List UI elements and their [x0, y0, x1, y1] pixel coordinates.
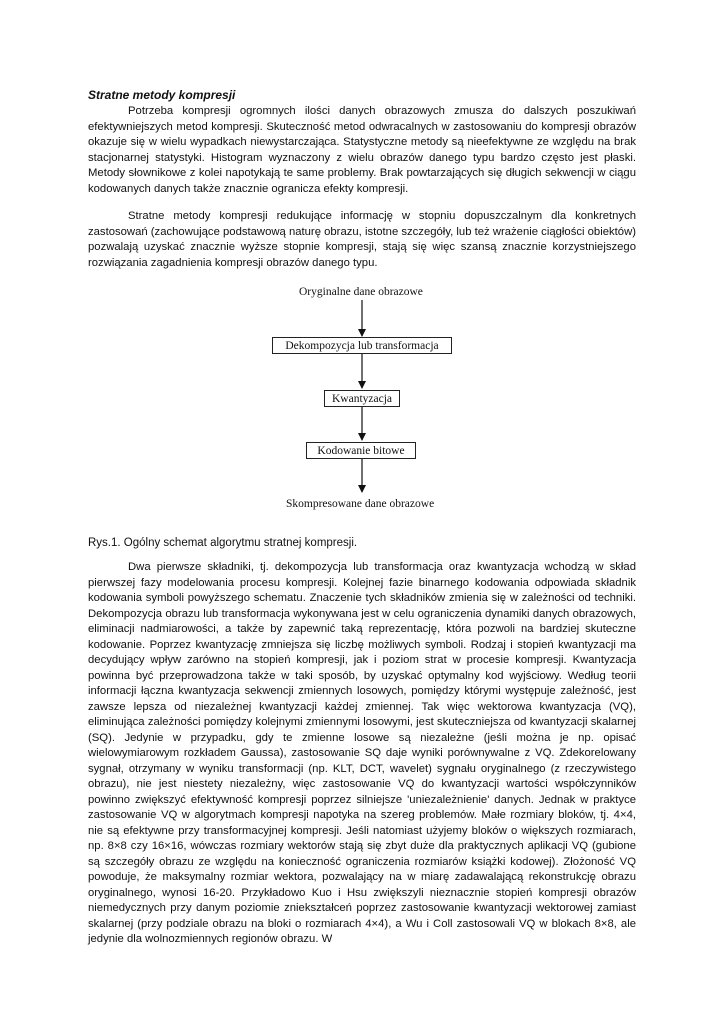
diagram-step-decomposition: Dekompozycja lub transformacja	[272, 337, 452, 354]
paragraph-intro: Potrzeba kompresji ogromnych ilości danych obrazowych zmusza do dalszych poszukiwań efektywniejszych metod kompresji. Skuteczność metod odwracalnych w zastosowaniu do kompresji obrazów okazuje się w wielu wypadkach niewystarczająca. Statystyczne metody są nieefektywne ze względu na brak stacjonarnej statystyki. Histogram wyznaczony z wielu obrazów danego typu bardzo często jest płaski. Metody słownikowe z kolei napotykają te same problemy. Brak powtarzających się długich sekwencji w ciągu kodowanych danych także znacznie ogranicza efekty kompresji.	[88, 105, 636, 195]
figure-caption: Rys.1. Ogólny schemat algorytmu stratnej kompresji.	[88, 537, 358, 549]
paragraph-lossy-methods: Stratne metody kompresji redukujące informację w stopniu dopuszczalnym dla konkretnych zastosowań (zachowujące podstawową naturę obrazu, istotne szczegóły, lub też wrażenie ciągłości obiektów) pozwalają uzyskać znacznie wyższe stopnie kompresji, stają się więc szansą znacznie korzystniejszego rozwiązania zagadnienia kompresji obrazów danego typu.	[88, 210, 636, 269]
diagram-input-label: Oryginalne dane obrazowe	[299, 286, 423, 298]
diagram-step-bit-coding: Kodowanie bitowe	[306, 442, 416, 459]
section-title: Stratne metody kompresji	[88, 88, 236, 102]
diagram-output-label: Skompresowane dane obrazowe	[286, 498, 435, 510]
diagram-step-quantization: Kwantyzacja	[324, 390, 400, 407]
flow-diagram	[250, 282, 480, 514]
paragraph-components: Dwa pierwsze składniki, tj. dekompozycja lub transformacja oraz kwantyzacja wchodzą w skład pierwszej fazy modelowania procesu kompresji. Kolejnej fazie binarnego kodowania odpowiada składnik kodowania symboli powyższego schematu. Znaczenie tych składników zmienia się w zależności od techniki. Dekompozycja obrazu lub transformacja wykonywana jest w celu ograniczenia dynamiki danych obrazowych, eliminacji nadmiarowości, a także by zapewnić taką reprezentację, która pozwoli na bardziej skuteczne kodowanie. Poprzez kwantyzację zmniejsza się liczbę możliwych symboli. Rodzaj i stopień kwantyzacji ma decydujący wpływ zarówno na stopień kompresji, jak i poziom strat w procesie kompresji. Kwantyzacja powinna być przeprowadzona także w taki sposób, by uzyskać optymalny kod wyjściowy. Według teorii informacji łączna kwantyzacja sekwencji zmiennych losowych, pomiędzy którymi występuje zależność, jest zawsze lepsza od niezależnej kwantyzacji każdej zmiennej. Tak więc wektorowa kwantyzacja (VQ), eliminująca zależności pomiędzy kolejnymi zmiennymi losowymi, jest skuteczniejsza od kwantyzacji skalarnej (SQ). Jedynie w przypadku, gdy te zmienne losowe są niezależne (jeśli można je np. opisać wielowymiarowym rozkładem Gaussa), zastosowanie SQ daje wyniki porównywalne z VQ. Zdekorelowany sygnał, otrzymany w wyniku transformacji (np. KLT, DCT, wavelet) sygnału oryginalnego (z rzeczywistego obrazu), nie jest niestety niezależny, więc zastosowanie VQ do kwantyzacji wartości współczynników powinno zwiększyć efektywność kompresji poprzez silniejsze 'uniezależnienie' danych. Jednak w praktyce zastosowanie VQ w algorytmach kompresji napotyka na szereg problemów. Małe rozmiary bloków, tj. 4×4, nie są efektywne przy transformacyjnej kompresji. Jeśli natomiast użyjemy bloków o większych rozmiarach, np. 8×8 czy 16×16, wówczas rozmiary wektorów stają się zbyt duże dla praktycznych aplikacji VQ (gubione są szczegóły obrazu ze względu na konieczność ograniczenia rozmiarów książki kodowej). Złożoność VQ powoduje, że maksymalny rozmiar wektora, pozwalający na w miarę zadawalającą rekonstrukcję obrazu oryginalnego, wynosi 16-20. Przykładowo Kuo i Hsu zwiększyli nieznacznie stopień kompresji obrazów niemedycznych przy danym poziomie zniekształceń poprzez zastosowanie kwantyzacji wektorowej zamiast skalarnej (przy podziale obrazu na bloki o rozmiarach 4×4), a Wu i Coll zastosowali VQ w blokach 8×8, ale jedynie dla wolnozmiennych regionów obrazu. W	[88, 561, 636, 945]
